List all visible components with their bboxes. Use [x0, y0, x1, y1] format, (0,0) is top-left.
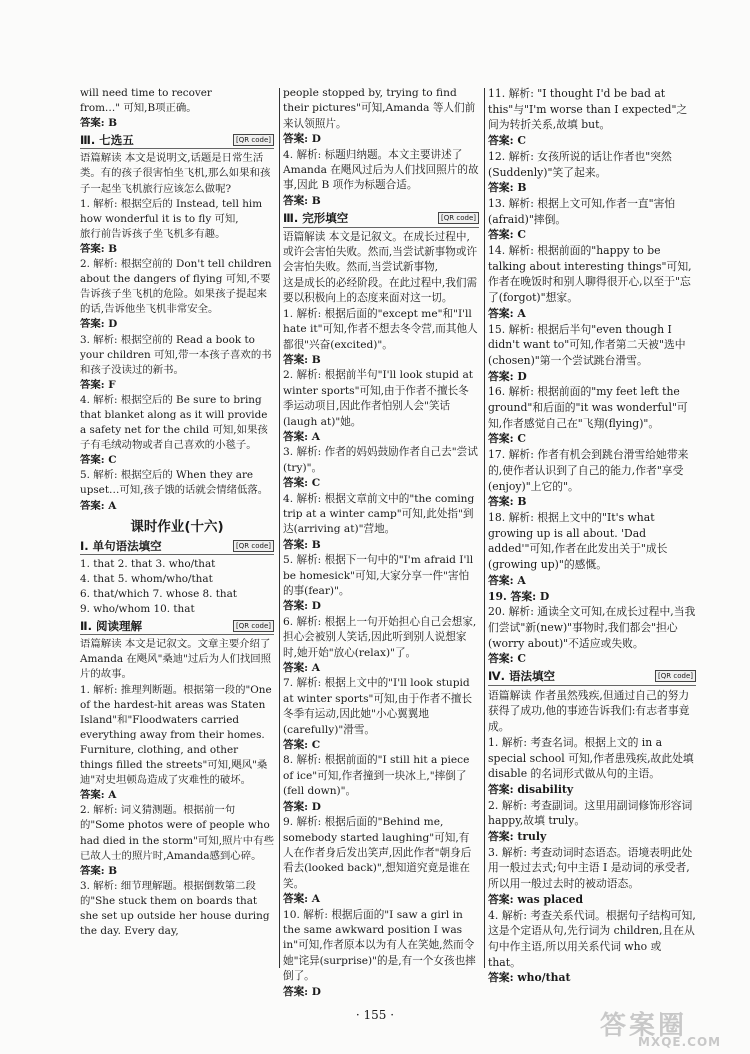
watermark-logo: [600, 1005, 740, 1049]
explanation: 5. 解析: 根据下一句中的"I'm afraid I'll be homesick"可知,大家分享一件"害怕的事(fear)"。: [283, 554, 474, 597]
answer: 答案: C: [488, 432, 526, 446]
explanation: 3. 解析: 考查动词时态语态。语境表明此处用一般过去式;句中主语 I 是动词的承受者,所以用一般过去时的被动语态。: [488, 845, 693, 891]
section-heading: [488, 669, 696, 686]
section-title: Ⅲ. 完形填空: [283, 211, 349, 226]
explanation: people stopped by, trying to find their pictures"可知,Amanda 等人们前来认领照片。: [283, 87, 476, 130]
unit-title: 课时作业(十六): [130, 518, 224, 535]
answer: 答案: A: [283, 893, 321, 906]
section-title: Ⅳ. 语法填空: [488, 669, 556, 684]
answer: 答案: B: [488, 181, 527, 195]
answer: 答案: D: [283, 985, 321, 998]
explanation: 6. 解析: 根据上一句开始担心自己会想家,担心会被别人笑话,因此听到别人说想家时,她开始"放心(relax)"了。: [283, 615, 477, 659]
qr-code-icon[interactable]: [QR code]: [655, 670, 696, 682]
column-divider: [484, 88, 485, 968]
answer: 答案: B: [283, 538, 321, 551]
qr-code-icon[interactable]: [QR code]: [233, 540, 274, 552]
explanation: 3. 解析: 作者的妈妈鼓励作者自己去"尝试(try)"。: [283, 446, 478, 474]
answer: 答案: A: [488, 573, 526, 587]
explanation: 12. 解析: 女孩所说的话让作者也"突然(Suddenly)"笑了起来。: [488, 149, 672, 179]
column-left: [80, 86, 274, 939]
explanation: 14. 解析: 根据前面的"happy to be talking about interesting things"可知,作者在晚饭时和别人聊得很开心,以至于"忘了(forgot)"想家。: [488, 244, 692, 305]
reading-summary: 语篇解读 本文是记叙文。在成长过程中,或许会害怕失败。然而,当尝试新事物或许会害怕失败。然而,当尝试新事物, 这是成长的必经阶段。在此过程中,我们需要以积极向上的态度来面对这一切。: [283, 230, 478, 305]
explanation: 10. 解析: 根据后面的"I saw a girl in the same awkward position I was in"可知,作者原本以为有人在笑她,然而令她"诧异(surprise)"的是,有一个女孩也摔倒了。: [283, 908, 476, 983]
answer: 答案: truly: [488, 830, 547, 844]
page-number: · 155 ·: [355, 1008, 395, 1022]
answer: 答案: D: [283, 133, 321, 146]
answer: 答案: D: [80, 318, 118, 331]
reading-summary: 语篇解读 本文是记叙文。文章主要介绍了 Amanda 在飓风"桑迪"过后为人们找回照片的故事。: [80, 638, 272, 681]
explanation: 2. 解析: 根据空前的 Don't tell children about the dangers of flying 可知,不要告诉孩子坐飞机的危险。如果孩子提起来的话,告诉他坐飞机非常安全。: [80, 258, 272, 316]
answer: 答案: A: [80, 499, 117, 512]
explanation: 16. 解析: 根据前面的"my feet left the ground"和后面的"it was wonderful"可知,作者感觉自己在"飞翔(flying)"。: [488, 385, 688, 430]
explanation: 2. 解析: 考查副词。这里用副词修饰形容词 happy,故填 truly。: [488, 798, 693, 828]
column-middle: [283, 86, 479, 1000]
answer: 答案: B: [283, 353, 321, 366]
reading-summary: 语篇解读 本文是说明文,话题是日常生活类。有的孩子很害怕坐飞机,那么如果和孩子一起坐飞机旅行应该怎么做呢?: [80, 152, 271, 195]
section-heading: [80, 539, 274, 555]
reading-summary: 语篇解读 作者虽然残疾,但通过自己的努力获得了成功,他的事迹告诉我们:有志者事竟成。: [488, 688, 690, 734]
explanation: 15. 解析: 根据后半句"even though I didn't want to"可知,作者第二天被"选中(chosen)"第一个尝试跳台滑雪。: [488, 322, 686, 367]
answer: 答案: B: [80, 864, 118, 877]
explanation: 2. 解析: 根据前半句"I'll look stupid at winter sports"可知,由于作者不擅长冬季运动项目,因此作者怕别人会"笑话(laugh at)"她。: [283, 369, 474, 428]
explanation: 7. 解析: 根据上文中的"I'll look stupid at winter sports"可知,由于作者不擅长冬季有运动,因此她"小心翼翼地(carefully)"滑雪。: [283, 677, 473, 736]
explanation: 1. 解析: 根据空后的 Instead, tell him how wonderful it is to fly 可知, 旅行前告诉孩子坐飞机多有趣。: [80, 197, 263, 240]
watermark-url: MXQE.COM: [638, 1035, 722, 1049]
explanation: 1. 解析: 根据后面的"except me"和"I'll hate it"可知,作者不想去冬令营,而其他人都很"兴奋(excited)"。: [283, 307, 478, 351]
paragraph: will need time to recover from…" 可知,B项正确。: [80, 87, 212, 115]
explanation: 11. 解析: "I thought I'd be bad at this"与"I'm worse than I expected"之间为转折关系,故填 but。: [488, 87, 688, 132]
grammar-answers: 6. that/which 7. whose 8. that: [80, 588, 237, 600]
answer: 答案: B: [283, 194, 321, 207]
answer: 答案: D: [283, 600, 321, 613]
answer: 答案: A: [488, 306, 526, 320]
explanation: 9. 解析: 根据后面的"Behind me, somebody started laughing"可知,有人在作者身后发出笑声,因此作者"朝身后看去(looked back)",想知道究竟是谁在笑。: [283, 816, 472, 890]
answer: 答案: F: [80, 378, 116, 391]
section-heading: [283, 211, 479, 227]
explanation: 1. 解析: 推理判断题。根据第一段的"One of the hardest-hit areas was Staten Island"和"Floodwaters carried everything away from their homes. Furniture, clothing, and other things filled the streets"可知,飓风"桑迪"对史坦顿岛造成了灾难性的破坏。: [80, 683, 272, 787]
answer: 答案: A: [80, 789, 117, 802]
explanation: 18. 解析: 根据上文中的"It's what growing up is all about. 'Dad added'"可知,作者在此发出关于"成长(growing up)"的感慨。: [488, 510, 668, 572]
explanation: 13. 解析: 根据上文可知,作者一直"害怕(afraid)"摔倒。: [488, 196, 676, 226]
explanation: 3. 解析: 根据空前的 Read a book to your children 可知,带一本孩子喜欢的书和孩子没读过的新书。: [80, 333, 272, 376]
explanation: 3. 解析: 细节理解题。根据倒数第二段的"She stuck them on boards that she set up outside her house during the day. Every day,: [80, 879, 270, 938]
explanation: 2. 解析: 词义猜测题。根据前一句的"Some photos were of people who had died in the storm"可知,照片中有些已故人士的照片时,Amanda感到心碎。: [80, 804, 274, 862]
qr-code-icon[interactable]: [QR code]: [438, 212, 479, 224]
answer: 答案: was placed: [488, 892, 584, 906]
qr-code-icon[interactable]: [QR code]: [233, 620, 274, 632]
explanation: 4. 解析: 考查关系代词。根据句子结构可知,这是个定语从句,先行词为 children,且在从句中作主语,所以用关系代词 who 或 that。: [488, 908, 696, 969]
answer: 答案: B: [80, 117, 118, 130]
explanation: 4. 解析: 根据文章前文中的"the coming trip at a winter camp"可知,此处指"到达(arriving at)"营地。: [283, 492, 475, 536]
explanation: 8. 解析: 根据前面的"I still hit a piece of ice"可知,作者撞到一块冰上,"摔倒了(fell down)"。: [283, 754, 470, 798]
qr-code-icon[interactable]: [QR code]: [233, 134, 274, 146]
answer: 答案: A: [283, 662, 321, 675]
answer: 答案: C: [488, 228, 526, 242]
answer: 答案: D: [488, 369, 527, 383]
answer: 答案: C: [488, 652, 526, 666]
answer: 答案: C: [283, 739, 321, 752]
column-divider: [279, 88, 280, 968]
watermark-text: 答案圈: [600, 1011, 688, 1041]
section-title: Ⅰ. 单句语法填空: [80, 538, 162, 553]
answer: 19. 答案: D: [488, 589, 550, 603]
section-heading: [80, 133, 274, 149]
grammar-answers: 1. that 2. that 3. who/that: [80, 557, 216, 570]
grammar-answers: 9. who/whom 10. that: [80, 603, 195, 616]
answer: 答案: B: [488, 495, 527, 509]
answer: 答案: C: [488, 134, 526, 148]
answer: 答案: B: [80, 242, 118, 255]
answer: 答案: C: [283, 477, 321, 490]
answer: 答案: A: [283, 430, 321, 443]
answer: 答案: disability: [488, 782, 574, 796]
explanation: 17. 解析: 作者有机会到跳台滑雪给她带来的,使作者认识到了自己的能力,作者"享受(enjoy)"上它的"。: [488, 448, 689, 493]
section-title: Ⅲ. 七选五: [80, 133, 134, 148]
grammar-answers: 4. that 5. whom/who/that: [80, 572, 213, 585]
section-heading: [80, 619, 274, 635]
answer: 答案: who/that: [488, 971, 571, 985]
explanation: 4. 解析: 标题归纳题。本文主要讲述了 Amanda 在飓风过后为人们找回照片的故事,因此 B 项作为标题合适。: [283, 148, 479, 192]
answer: 答案: D: [283, 800, 321, 813]
column-right: [488, 86, 696, 986]
explanation: 1. 解析: 考查名词。根据上文的 in a special school 可知,作者患残疾,故此处填 disable 的名词形式做从句的主语。: [488, 735, 694, 781]
explanation: 4. 解析: 根据空后的 Be sure to bring that blanket along as it will provide a safety net for the child 可知,如果孩子有毛绒动物或者自己喜欢的小毯子。: [80, 393, 268, 452]
explanation: 5. 解析: 根据空后的 When they are upset…可知,孩子饿的话就会情绪低落。: [80, 469, 269, 497]
explanation: 20. 解析: 通读全文可知,在成长过程中,当我们尝试"新(new)"事物时,我们都会"担心(worry about)"不适应或失败。: [488, 605, 696, 650]
section-title: Ⅱ. 阅读理解: [80, 619, 142, 634]
answer: 答案: C: [80, 454, 117, 467]
